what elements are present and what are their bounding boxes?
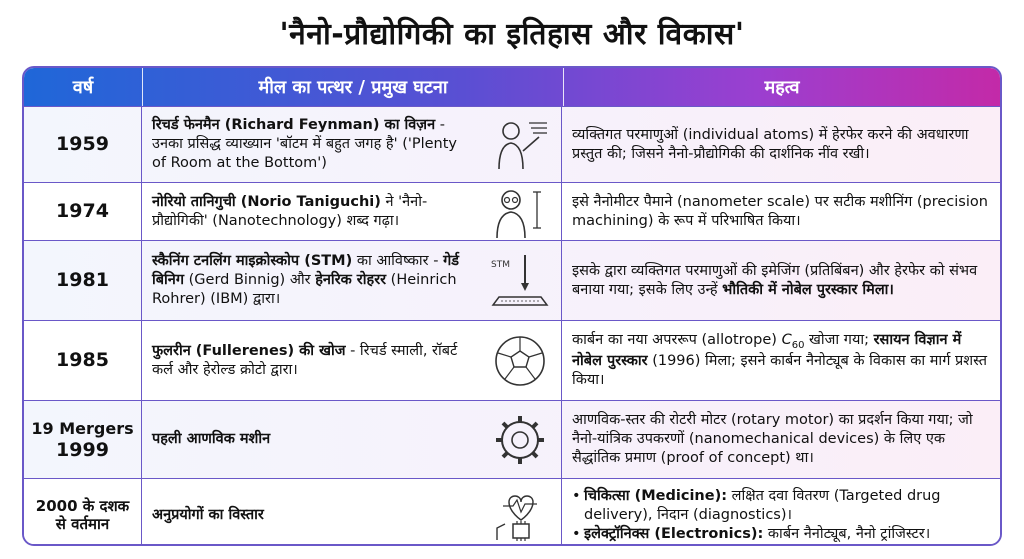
year-value: 1999 (56, 438, 109, 461)
event-person: गेर्ड बिनिग (152, 253, 459, 289)
header-significance: महत्व (764, 77, 800, 98)
event-title: स्कैनिंग टनलिंग माइक्रोस्कोप (STM) (152, 253, 353, 270)
bullet-text: लक्षित दवा वितरण (Targeted drug delivery), निदान (diagnostics)। (584, 488, 941, 524)
significance-text: कार्बन का नया अपररूप (allotrope) (572, 332, 782, 349)
table-body (24, 106, 1000, 546)
row-event (142, 479, 562, 546)
row-event (142, 321, 562, 400)
significance-text: खोजा गया; (804, 332, 874, 349)
year-note: 19 Mergers (31, 418, 134, 438)
table-row (24, 320, 1000, 400)
significance-text: इसके द्वारा व्यक्तिगत परमाणुओं की इमेजिंग (प्रतिबिंबन) और हेरफेर को संभव बनाया गया; इसके लिए उन्हें (572, 262, 978, 298)
list-item (572, 487, 990, 525)
row-significance (562, 321, 1000, 400)
row-year: 1985 (24, 321, 142, 400)
event-title: पहली आणविक मशीन (152, 431, 271, 448)
fullerene-icon (489, 333, 551, 389)
row-significance: इसे नैनोमीटर पैमाने (nanometer scale) पर सटीक मशीनिंग (precision machining) के रूप में परिभाषित किया। (572, 193, 988, 229)
page-title: 'नैनो-प्रौद्योगिकी का इतिहास और विकास' (279, 17, 745, 52)
event-detail: - रिचर्ड स्माली, रॉबर्ट कर्ल और हेरोल्ड क्रोटो द्वारा। (152, 342, 458, 378)
allotrope-symbol: C (781, 332, 792, 349)
list-item (572, 525, 990, 544)
event-title: अनुप्रयोगों का विस्तार (152, 507, 264, 524)
row-event (142, 183, 562, 240)
gear-icon (489, 412, 551, 468)
row-significance: आणविक-स्तर की रोटरी मोटर (rotary motor) का प्रदर्शन किया गया; जो नैनो-यांत्रिक उपकरणों (nanomechanical devices) के लिए एक सैद्धांतिक प्रमाण (proof of concept) था। (572, 412, 973, 466)
event-title: नोरियो तानिगुची (Norio Taniguchi) (152, 193, 381, 210)
event-detail: - उनका प्रसिद्ध व्याख्यान 'बॉटम में बहुत जगह है' ('Plenty of Room at the Bottom') (152, 117, 457, 171)
lecturer-icon (489, 117, 551, 173)
row-event (142, 401, 562, 478)
year-value: से वर्तमान (55, 514, 110, 533)
event-detail: (Gerd Binnig) और (184, 272, 316, 289)
event-detail: का आविष्कार - (352, 253, 444, 270)
stm-icon (489, 253, 551, 309)
bullet-text: कार्बन नैनोट्यूब, नैनो ट्रांजिस्टर। (763, 525, 931, 542)
bullet-heading: चिकित्सा (Medicine): (584, 488, 727, 505)
row-significance (562, 479, 1000, 546)
stm-label: STM (491, 259, 510, 270)
event-title: रिचर्ड फेनमैन (Richard Feynman) का विज़न (152, 117, 436, 134)
table-row (24, 400, 1000, 478)
row-significance: व्यक्तिगत परमाणुओं (individual atoms) में हेरफेर करने की अवधारणा प्रस्तुत की; जिसने नैनो-प्रौद्योगिकी की दार्शनिक नींव रखी। (572, 126, 969, 162)
row-year: 1974 (24, 183, 142, 240)
scientist-icon (489, 184, 551, 240)
row-event (142, 241, 562, 320)
table-row (24, 478, 1000, 546)
table-row (24, 182, 1000, 240)
row-event (142, 107, 562, 182)
event-detail: ने 'नैनो-प्रौद्योगिकी' (Nanotechnology) शब्द गढ़ा। (152, 193, 428, 229)
event-title: फुलरीन (Fullerenes) की खोज (152, 342, 346, 359)
row-year: 1981 (24, 241, 142, 320)
event-person: हेनरिक रोहरर (315, 272, 387, 289)
health-chip-icon (489, 488, 551, 544)
application-list (572, 487, 990, 544)
event-detail: (Heinrich Rohrer) (IBM) द्वारा। (152, 272, 457, 307)
header-event: मील का पत्थर / प्रमुख घटना (143, 68, 564, 106)
header-year: वर्ष (24, 68, 143, 106)
table-row (24, 106, 1000, 182)
significance-highlight: रसायन विज्ञान में नोबेल पुरस्कार (572, 332, 962, 370)
row-year (24, 401, 142, 478)
table-header (24, 68, 1000, 106)
history-table (22, 66, 1002, 546)
significance-text: (1996) मिला; इसने कार्बन नैनोट्यूब के विकास का मार्ग प्रशस्त किया। (572, 353, 987, 388)
year-value: 2000 के दशक (35, 497, 130, 516)
row-significance (562, 241, 1000, 320)
row-year: 1959 (24, 107, 142, 182)
bullet-heading: इलेक्ट्रॉनिक्स (Electronics): (584, 525, 764, 542)
allotrope-subscript: 60 (791, 340, 805, 352)
table-row (24, 240, 1000, 320)
significance-highlight: भौतिकी में नोबेल पुरस्कार मिला। (722, 281, 894, 298)
row-year (24, 479, 142, 546)
